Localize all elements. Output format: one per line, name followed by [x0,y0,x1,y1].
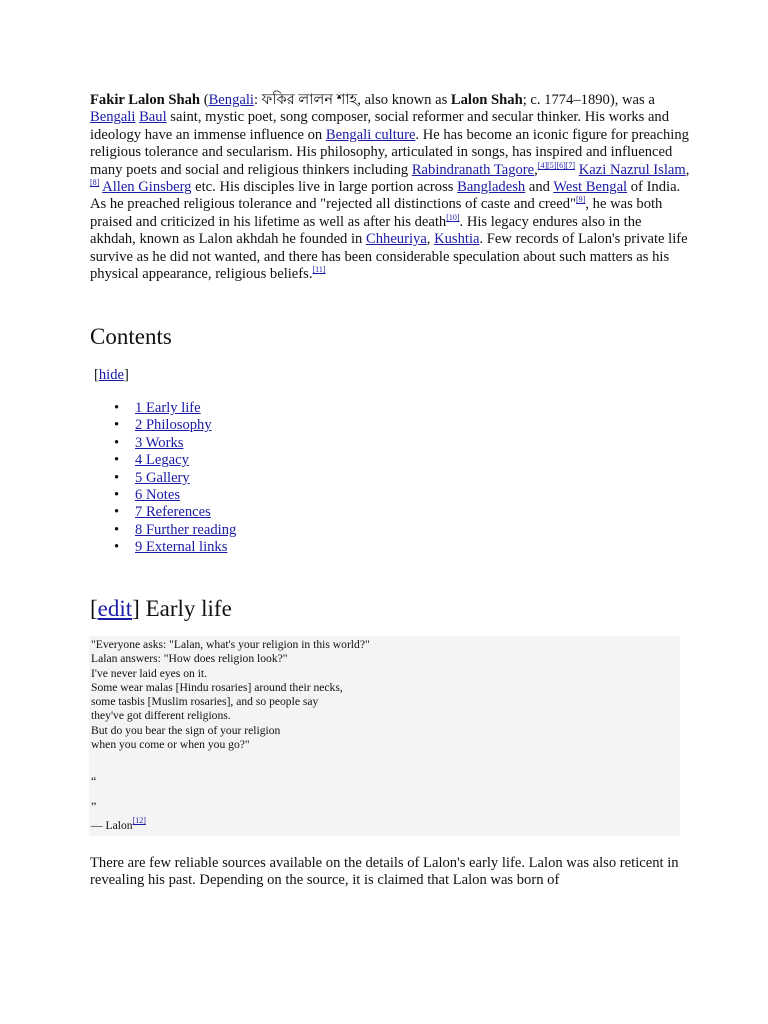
quote-line: I've never laid eyes on it. [91,666,208,680]
toc-item [90,487,236,504]
toc-item [90,539,236,556]
ref-9[interactable]: [9] [576,195,586,205]
early-life-heading: [edit] Early life [90,596,232,621]
ref-11[interactable]: [11] [312,265,326,275]
quote-line: But do you bear the sign of your religion [91,723,281,737]
quote-line: Some wear malas [Hindu rosaries] around their necks, [91,680,343,694]
link-bangladesh[interactable]: Bangladesh [457,179,526,196]
toc-link-gallery[interactable]: 5 Gallery [135,469,190,486]
toc-item [90,435,236,452]
toc-item [90,470,236,487]
link-kushtia[interactable]: Kushtia [434,231,480,248]
toc-hide-link[interactable]: hide [98,367,125,383]
toc-link-legacy[interactable]: 4 Legacy [135,452,189,469]
quote-line: Lalan answers: "How does religion look?" [91,652,288,666]
subject-alias: Lalon Shah [450,92,523,108]
quote-line: "Everyone asks: "Lalan, what's your religion in this world?" [91,638,370,651]
toc-item [90,400,236,417]
ref-8[interactable]: [8] [90,178,100,188]
edit-link[interactable]: edit [97,596,133,621]
ref-4[interactable]: [4] [537,160,548,170]
toc-link-early-life[interactable]: 1 Early life [135,400,201,416]
close-quote-icon: ” [91,799,97,813]
ref-10[interactable]: [10] [446,212,460,222]
quote-box [89,636,680,836]
link-west-bengal[interactable]: West Bengal [553,179,628,196]
toc-item [90,522,236,539]
early-life-paragraph: There are few reliable sources available on the details of Lalon's early life. Lalon was also reticent in revealing his past. Depending on the source, it is claimed that Lalon was born of [90,855,679,889]
quote-line: they've got different religions. [91,709,231,723]
toc-item [90,452,236,469]
toc-link-references[interactable]: 7 References [135,504,211,521]
quote-text [91,638,370,752]
toc-link-external-links[interactable]: 9 External links [135,539,228,556]
link-ginsberg[interactable]: Allen Ginsberg [102,179,192,196]
subject-name: Fakir Lalon Shah [90,92,201,108]
ref-7[interactable]: [7] [565,160,576,170]
link-bengali-culture[interactable]: Bengali culture [325,126,416,143]
toc-link-philosophy[interactable]: 2 Philosophy [135,417,212,434]
link-bengali-language[interactable]: Bengali [208,92,254,108]
ref-6[interactable]: [6] [556,160,566,170]
ref-12[interactable]: [12] [132,816,146,825]
quote-attribution: — Lalon[12] [91,816,146,832]
toc-link-notes[interactable]: 6 Notes [135,487,180,504]
intro-paragraph: Fakir Lalon Shah (Bengali: ফকির লালন শাহ, also known as Lalon Shah; c. 1774–1890), was a Bengali Baul saint, mystic poet, song composer, social reformer and secular thinker. His works and ideology have an immense influence on Bengali culture. He has become an iconic figure for preaching religious tolerance and secularism. His philosophy, articulated in songs, has inspired and influenced many poets and social and religious thinkers including Rabindranath Tagore,[4][5][6][7] Kazi Nazrul Islam,[8] Allen Ginsberg etc. His disciples live in large portion across Bangladesh and West Bengal of India. As he preached religious tolerance and "rejected all distinctions of caste and creed"[9], he was both praised and criticized in his lifetime as well as after his death[10]. His legacy endures also in the akhdah, known as Lalon akhdah he founded in Chheuriya, Kushtia. Few records of Lalon's private life survive as he did not wanted, and there has been considerable speculation about such matters as his physical appearance, religious beliefs.[11] [90,92,690,283]
toc-item [90,417,236,434]
toc-toggle: [hide] [94,367,129,383]
link-baul[interactable]: Baul [139,109,167,126]
toc-link-further-reading[interactable]: 8 Further reading [135,521,237,538]
toc-item [90,504,236,521]
link-bengali[interactable]: Bengali [90,109,136,126]
contents-heading: Contents [90,324,172,349]
ref-5[interactable]: [5] [547,160,557,170]
table-of-contents [90,400,236,557]
link-tagore[interactable]: Rabindranath Tagore [411,161,535,178]
quote-line: some tasbis [Muslim rosaries], and so people say [91,695,319,709]
link-chheuriya[interactable]: Chheuriya [366,231,427,248]
toc-link-works[interactable]: 3 Works [135,434,184,451]
open-quote-icon: “ [91,774,97,788]
link-nazrul[interactable]: Kazi Nazrul Islam [578,161,686,178]
quote-line: when you come or when you go?" [91,738,250,752]
